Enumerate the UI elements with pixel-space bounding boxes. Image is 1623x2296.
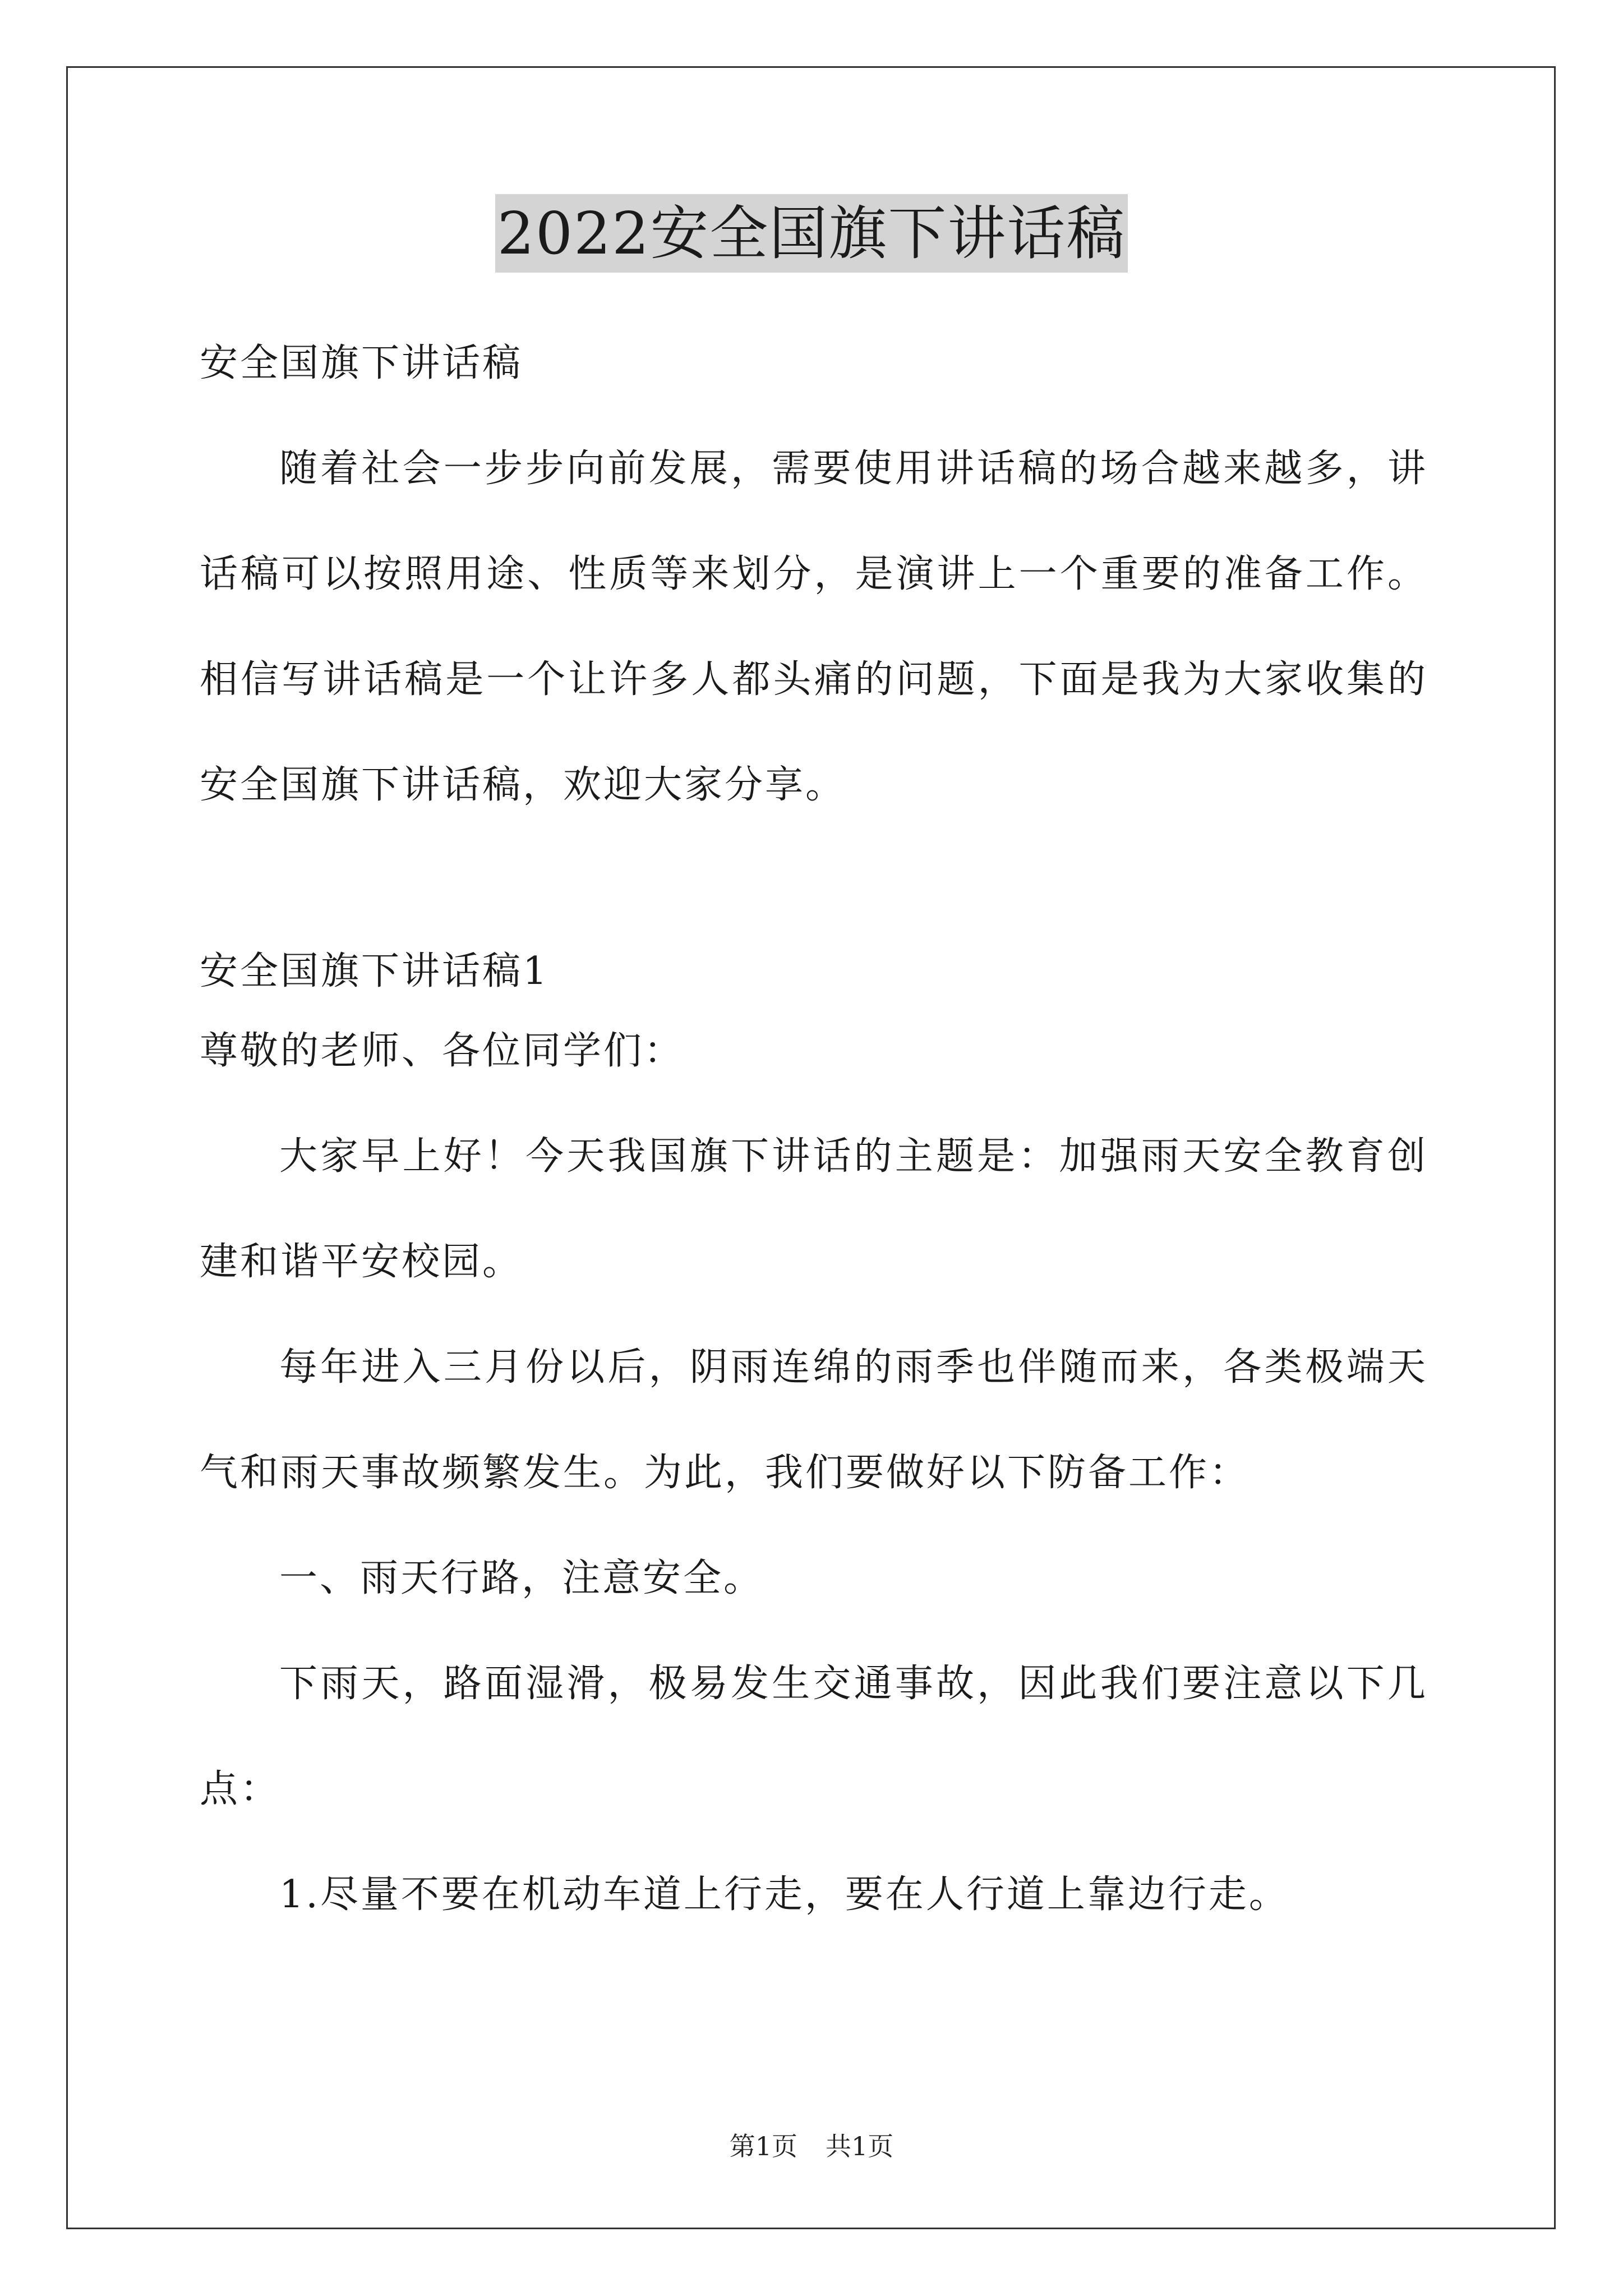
body-paragraph: 一、雨天行路，注意安全。 [279,1556,764,1600]
section-heading: 安全国旗下讲话稿1 [200,949,550,993]
page-number-current: 第1页 [729,2131,797,2161]
document-title: 2022安全国旗下讲话稿 [495,194,1128,273]
body-paragraph: 下雨天，路面湿滑，极易发生交通事故，因此我们要注意以下几点： [200,1662,1428,1811]
document-subtitle: 安全国旗下讲话稿 [200,341,523,385]
title-container [0,194,1623,273]
page-number-total: 共1页 [826,2131,894,2161]
page-footer [0,2129,1623,2163]
body-paragraph: 1.尽量不要在机动车道上行走，要在人行道上靠边行走。 [279,1872,1289,1917]
greeting-line: 尊敬的老师、各位同学们： [200,1029,685,1073]
body-paragraph: 大家早上好！今天我国旗下讲话的主题是：加强雨天安全教育创建和谐平安校园。 [200,1134,1428,1284]
document-body [200,314,1428,1948]
section-gap [200,838,1428,945]
intro-paragraph: 随着社会一步步向前发展，需要使用讲话稿的场合越来越多，讲话稿可以按照用途、性质等来划分，是演讲上一个重要的准备工作。相信写讲话稿是一个让许多人都头痛的问题，下面是我为大家收集的安全国旗下讲话稿，欢迎大家分享。 [200,447,1428,807]
body-paragraph: 每年进入三月份以后，阴雨连绵的雨季也伴随而来，各类极端天气和雨天事故频繁发生。为此，我们要做好以下防备工作： [200,1345,1428,1495]
